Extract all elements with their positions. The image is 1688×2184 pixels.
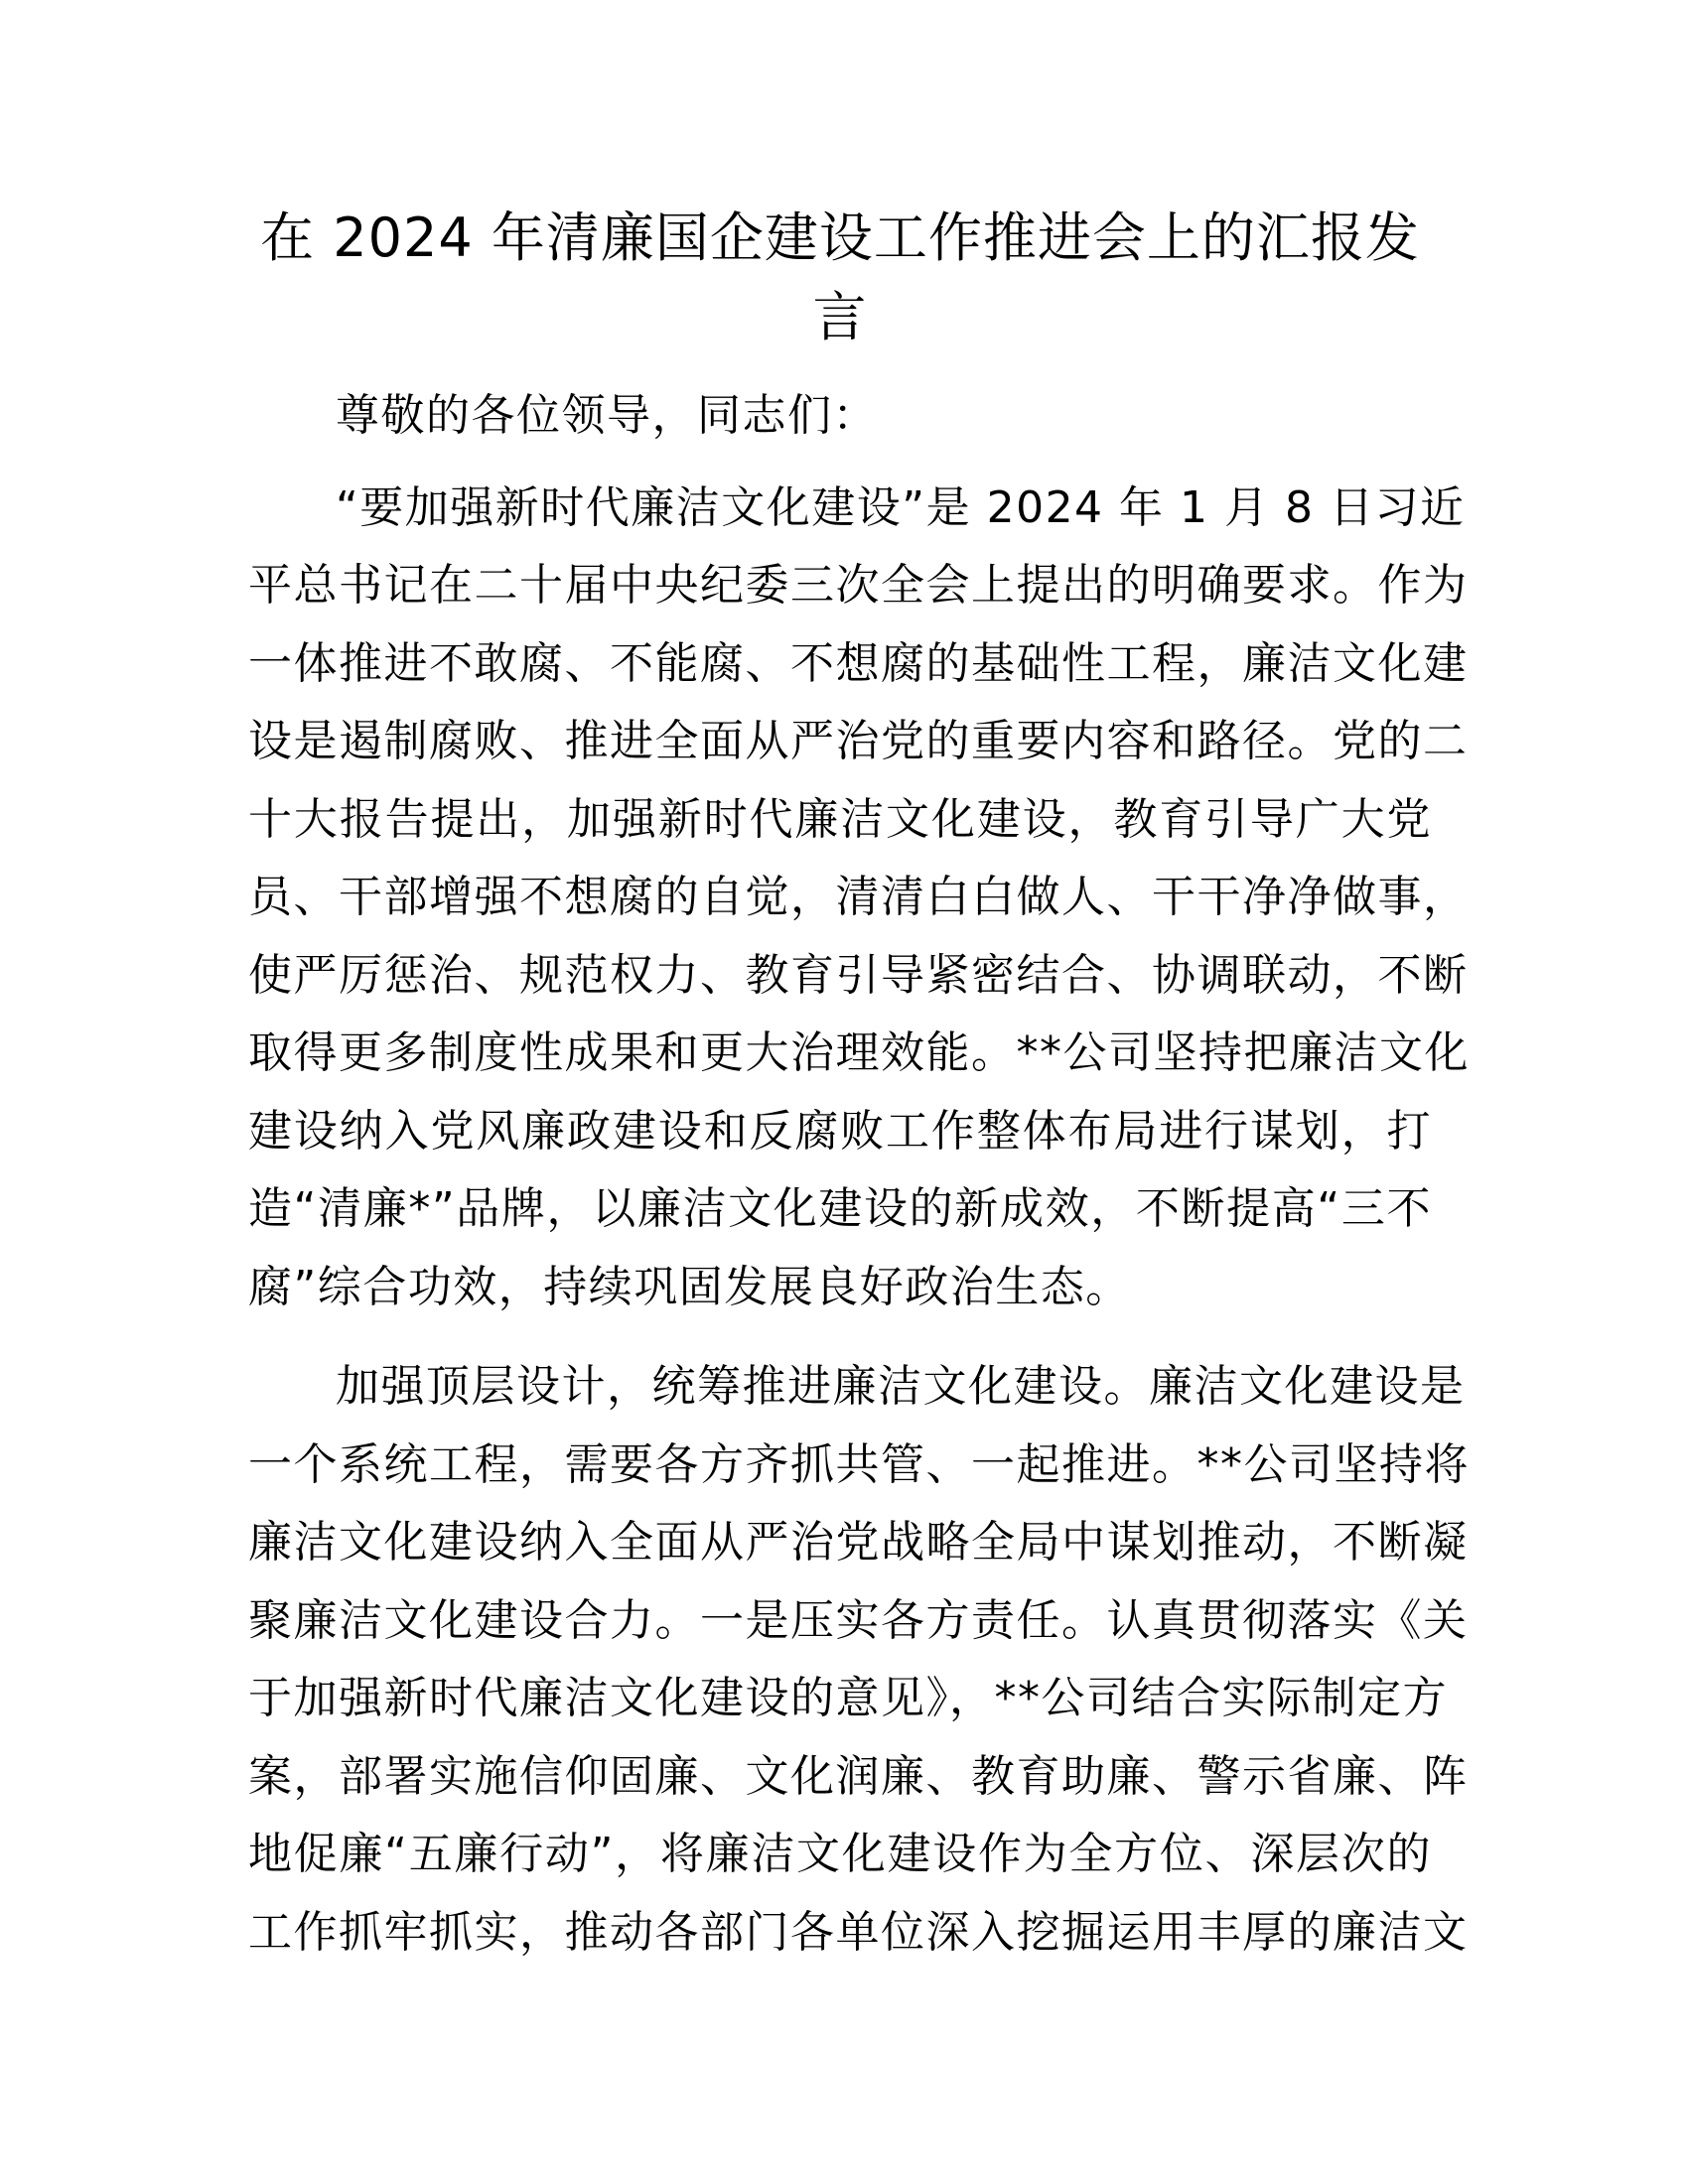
text-line: 廉洁文化建设纳入全面从严治党战略全局中谋划推动，不断凝 [248, 1517, 1469, 1568]
text-line: 一体推进不敢腐、不能腐、不想腐的基础性工程，廉洁文化建 [248, 637, 1469, 689]
text-line: 十大报告提出，加强新时代廉洁文化建设，教育引导广大党 [248, 793, 1432, 845]
document-page [248, 199, 1470, 1979]
text-line: 案，部署实施信仰固廉、文化润廉、教育助廉、警示省廉、阵 [248, 1750, 1469, 1802]
text-line: 地促廉“五廉行动”，将廉洁文化建设作为全方位、深层次的 [248, 1829, 1432, 1879]
text-line: 造“清廉*”品牌，以廉洁文化建设的新成效，不断提高“三不 [248, 1183, 1432, 1234]
title-line: 在 2024 年清廉国企建设工作推进会上的汇报发 [260, 206, 1420, 269]
text-line: 员、干部增强不想腐的自觉，清清白白做人、干干净净做事， [248, 872, 1469, 922]
greeting: 尊敬的各位领导，同志们： [336, 390, 878, 441]
document-title [248, 199, 1432, 357]
text-line: 建设纳入党风廉政建设和反腐败工作整体布局进行谋划，打 [248, 1105, 1432, 1157]
text-line: 平总书记在二十届中央纪委三次全会上提出的明确要求。作为 [248, 560, 1469, 611]
text-line: 聚廉洁文化建设合力。一是压实各方责任。认真贯彻落实《关 [248, 1594, 1469, 1646]
text-line: 取得更多制度性成果和更大治理效能。**公司坚持把廉洁文化 [248, 1027, 1470, 1078]
text-line: 设是遏制腐败、推进全面从严治党的重要内容和路径。党的二 [248, 716, 1469, 766]
text-line: 一个系统工程，需要各方齐抓共管、一起推进。**公司坚持将 [248, 1438, 1470, 1490]
text-line: 使严厉惩治、规范权力、教育引导紧密结合、协调联动，不断 [248, 949, 1469, 1001]
text-line: “要加强新时代廉洁文化建设”是 2024 年 1 月 8 日习近 [336, 481, 1466, 533]
title-line: 言 [812, 286, 868, 348]
text-line: 腐”综合功效，持续巩固发展良好政治生态。 [248, 1261, 1131, 1312]
paragraph-2 [248, 1348, 1470, 1972]
paragraph-1 [248, 470, 1470, 1327]
text-line: 于加强新时代廉洁文化建设的意见》，**公司结合实际制定方 [248, 1673, 1448, 1723]
text-line: 工作抓牢抓实，推动各部门各单位深入挖掘运用丰厚的廉洁文 [248, 1906, 1469, 1958]
text-line: 加强顶层设计，统筹推进廉洁文化建设。廉洁文化建设是 [336, 1361, 1466, 1412]
